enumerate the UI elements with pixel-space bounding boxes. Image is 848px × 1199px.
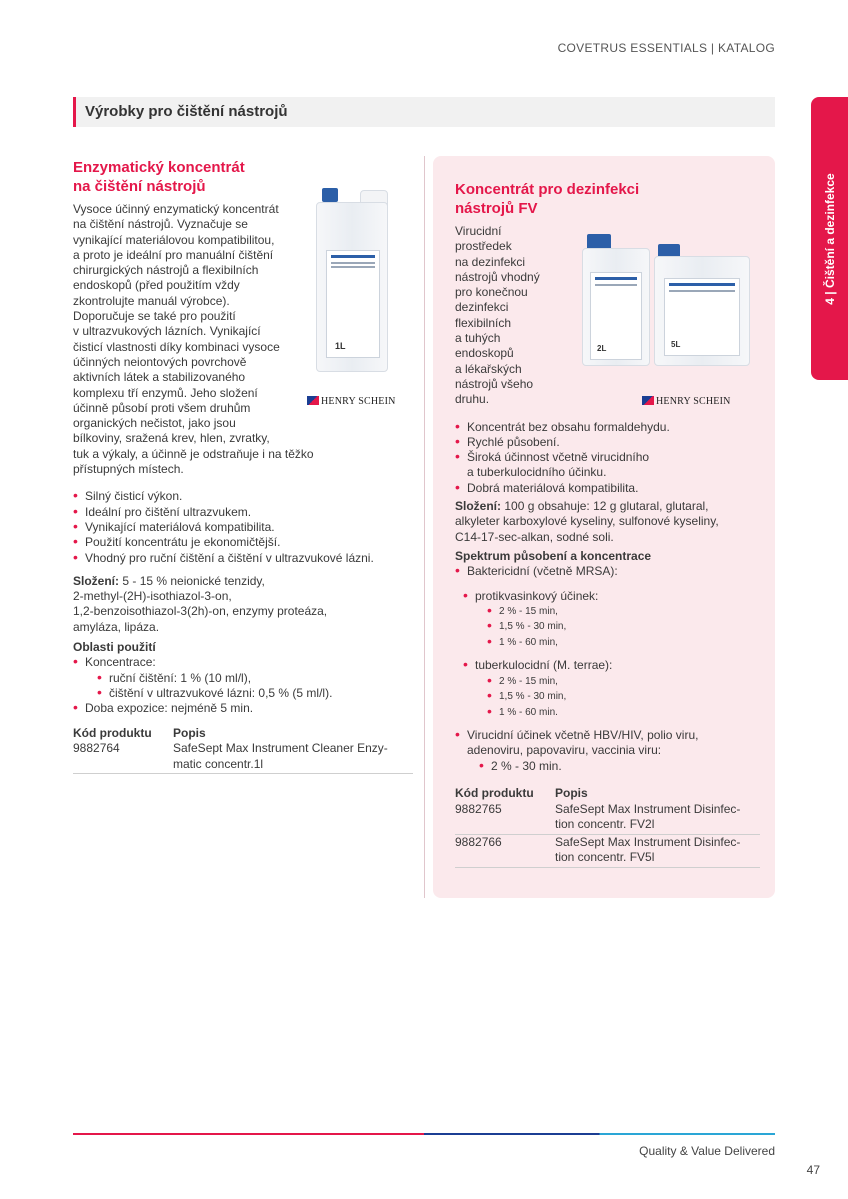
spectrum-title: Spektrum působení a koncentrace — [455, 548, 652, 563]
section-title: Výrobky pro čištění nástrojů — [85, 103, 288, 120]
title-line: Enzymatický koncentrát — [73, 159, 245, 176]
list-item — [455, 728, 760, 774]
composition-line: 1,2-benzoisothiazol-3(2h)-on, enzymy proteáza, — [73, 604, 328, 619]
volume-label: 5L — [671, 340, 681, 349]
desc-line: vynikající materiálovou kompatibilitou, — [73, 232, 275, 247]
antifungal-list — [463, 589, 760, 651]
virucidal-line: adenoviru, papovaviru, vaccinia viru: — [467, 743, 662, 758]
antifungal-label: protikvasinkový účinek: — [475, 588, 599, 603]
footer-tagline: Quality & Value Delivered — [639, 1144, 775, 1158]
desc-line: komplexu tří enzymů. Jeho složení — [73, 385, 258, 400]
virucidal-sublist — [479, 759, 760, 774]
desc-line: Doporučuje se také pro použití — [73, 309, 236, 324]
list-item — [463, 658, 760, 720]
logo-flag-icon — [642, 396, 654, 405]
right-feature-list — [455, 420, 760, 496]
canister-label — [664, 278, 740, 356]
right-bottles-image — [582, 232, 750, 366]
desc-line: Virucidní — [455, 224, 502, 238]
left-bottle-image — [314, 188, 390, 370]
desc-line: čisticí vlastnosti díky kombinaci vysoce — [73, 339, 280, 354]
desc-line: tion concentr. FV2l — [555, 817, 655, 832]
table-row[interactable] — [455, 802, 760, 835]
list-item — [73, 655, 413, 701]
page-number: 47 — [806, 1163, 820, 1177]
left-composition — [73, 574, 413, 635]
bottle-label — [590, 272, 642, 360]
product-code: 9882765 — [455, 801, 502, 816]
list-item: • Silný čisticí výkon. — [73, 489, 413, 504]
title-line: Koncentrát pro dezinfekci — [455, 181, 640, 198]
composition-line: alkyleter karboxylové kyseliny, sulfonové kyseliny, — [455, 514, 719, 529]
desc-line: účinných neiontových povrchově — [73, 354, 247, 369]
bullet-line: Široká účinnost včetně virucidního — [467, 450, 650, 465]
henry-schein-logo — [307, 396, 396, 407]
conc-sublist — [97, 671, 413, 702]
logo-flag-icon — [307, 396, 319, 405]
desc-line: zkontrolujte manuál výrobce). — [73, 293, 230, 308]
desc-line: prostředek — [455, 239, 512, 254]
chapter-side-tab[interactable] — [811, 97, 848, 380]
right-product-title — [455, 180, 760, 218]
spectrum-list — [455, 564, 760, 579]
left-feature-list — [73, 489, 413, 565]
desc-line: přístupných místech. — [73, 462, 184, 477]
table-row[interactable] — [73, 741, 413, 774]
desc-line: tion concentr. FV5l — [555, 850, 655, 865]
desc-line: SafeSept Max Instrument Cleaner Enzy- — [173, 741, 388, 755]
footer-rule — [73, 1133, 775, 1135]
list-item: • Vynikající materiálová kompatibilita. — [73, 520, 413, 535]
list-item: • 1,5 % - 30 min, — [487, 619, 760, 635]
tuberculocidal-list — [463, 658, 760, 720]
list-item: • 1 % - 60 min, — [487, 635, 760, 651]
desc-line: endoskopů (před použitím vždy — [73, 278, 240, 293]
table-row[interactable] — [455, 835, 760, 868]
list-item: • Dobrá materiálová kompatibilita. — [455, 481, 760, 496]
desc-line: SafeSept Max Instrument Disinfec- — [555, 834, 741, 849]
desc-line: flexibilních — [455, 315, 512, 330]
desc-line: aktivních látek a stabilizovaného — [73, 370, 246, 385]
product-code: 9882764 — [73, 741, 120, 755]
desc-line: a proto je ideální pro manuální čištění — [73, 247, 274, 262]
logo-text: HENRY SCHEIN — [656, 396, 731, 407]
desc-line: chirurgických nástrojů a flexibilních — [73, 263, 259, 278]
composition-line: 2-methyl-(2H)-isothiazol-3-on, — [73, 589, 232, 604]
list-item — [463, 589, 760, 651]
table-header — [455, 786, 760, 802]
composition-label: Složení: — [455, 499, 502, 514]
right-description — [455, 224, 565, 408]
desc-line: v ultrazvukových lázních. Vynikající — [73, 324, 261, 339]
tuberculocidal-label: tuberkulocidní (M. terrae): — [475, 658, 613, 673]
bullet-line: a tuberkulocidního účinku. — [467, 465, 607, 480]
virucidal-list — [455, 728, 760, 774]
list-item: • Koncentrát bez obsahu formaldehydu. — [455, 420, 760, 435]
desc-line: nástrojů vhodný — [455, 269, 540, 284]
list-item — [455, 450, 760, 481]
logo-text: HENRY SCHEIN — [321, 396, 396, 407]
list-item: • Rychlé působení. — [455, 435, 760, 450]
composition-line: C14-17-sec-alkan, sodné soli. — [455, 529, 614, 544]
desc-line: bílkoviny, sražená krev, hlen, zvratky, — [73, 431, 270, 446]
list-item: • 2 % - 15 min, — [487, 674, 760, 690]
desc-line: endoskopů — [455, 346, 514, 361]
composition-label: Složení: — [73, 573, 120, 588]
right-composition — [455, 499, 760, 545]
desc-line: dezinfekci — [455, 300, 509, 315]
col-code-header: Kód produktu — [73, 725, 152, 740]
cap-icon — [322, 188, 338, 202]
desc-line: pro konečnou — [455, 285, 528, 300]
tuberculocidal-sublist — [487, 674, 760, 721]
right-product-table — [455, 786, 760, 868]
list-item: • 2 % - 30 min. — [479, 759, 760, 774]
list-item: • Použití koncentrátu je ekonomičtější. — [73, 535, 413, 550]
desc-line: SafeSept Max Instrument Disinfec- — [555, 801, 741, 816]
catalog-header: COVETRUS ESSENTIALS | KATALOG — [557, 41, 775, 55]
col-code-header: Kód produktu — [455, 786, 534, 801]
list-item: • Ideální pro čištění ultrazvukem. — [73, 505, 413, 520]
henry-schein-logo — [642, 396, 731, 407]
column-divider — [424, 156, 425, 898]
virucidal-line: Virucidní účinek včetně HBV/HIV, polio viru, — [467, 728, 699, 743]
desc-line: na dezinfekci — [455, 254, 526, 269]
composition-line: amyláza, lipáza. — [73, 619, 160, 634]
volume-label: 1L — [335, 341, 346, 351]
desc-line: a lékařských — [455, 361, 522, 376]
chapter-label: 4 | Čištění a dezinfekce — [822, 172, 837, 305]
table-header — [73, 726, 413, 742]
desc-line: a tuhých — [455, 331, 501, 346]
col-desc-header: Popis — [173, 725, 206, 740]
list-item: • ruční čištění: 1 % (10 ml/l), — [97, 671, 413, 686]
left-product-table — [73, 726, 413, 775]
desc-line: tuk a výkaly, a účinně je odstraňuje i na těžko — [73, 446, 314, 461]
col-desc-header: Popis — [555, 786, 588, 801]
desc-line: druhu. — [455, 392, 490, 407]
product-desc — [173, 741, 413, 772]
desc-line: na čištění nástrojů. Vyznačuje se — [73, 217, 248, 232]
composition-line: 5 - 15 % neionické tenzidy, — [119, 573, 265, 588]
antifungal-sublist — [487, 604, 760, 651]
conc-label: Koncentrace: — [85, 655, 156, 670]
desc-line: Vysoce účinný enzymatický koncentrát — [73, 202, 279, 216]
list-item: • čištění v ultrazvukové lázni: 0,5 % (5 ml/l). — [97, 686, 413, 701]
desc-line: účinně působí proti všem druhům — [73, 400, 251, 415]
product-desc — [555, 802, 760, 833]
list-item: • Vhodný pro ruční čištění a čištění v ultrazvukové lázni. — [73, 551, 413, 566]
desc-line: organických nečistot, jako jsou — [73, 416, 236, 431]
title-line: na čištění nástrojů — [73, 178, 206, 195]
list-item: • 1,5 % - 30 min, — [487, 689, 760, 705]
list-item: • 1 % - 60 min. — [487, 705, 760, 721]
list-item: • 2 % - 15 min, — [487, 604, 760, 620]
list-item: • Doba expozice: nejméně 5 min. — [73, 701, 413, 716]
desc-line: nástrojů všeho — [455, 376, 534, 391]
title-line: nástrojů FV — [455, 200, 538, 217]
bottle-label — [326, 250, 380, 358]
section-title-bar — [73, 97, 775, 127]
areas-title: Oblasti použití — [73, 640, 156, 655]
composition-line: 100 g obsahuje: 12 g glutaral, glutaral, — [501, 499, 709, 514]
volume-label: 2L — [597, 344, 607, 353]
product-desc — [555, 835, 760, 866]
left-usage-list — [73, 655, 413, 716]
list-item: • Baktericidní (včetně MRSA): — [455, 564, 760, 579]
desc-line: matic concentr.1l — [173, 756, 264, 771]
product-code: 9882766 — [455, 834, 502, 849]
